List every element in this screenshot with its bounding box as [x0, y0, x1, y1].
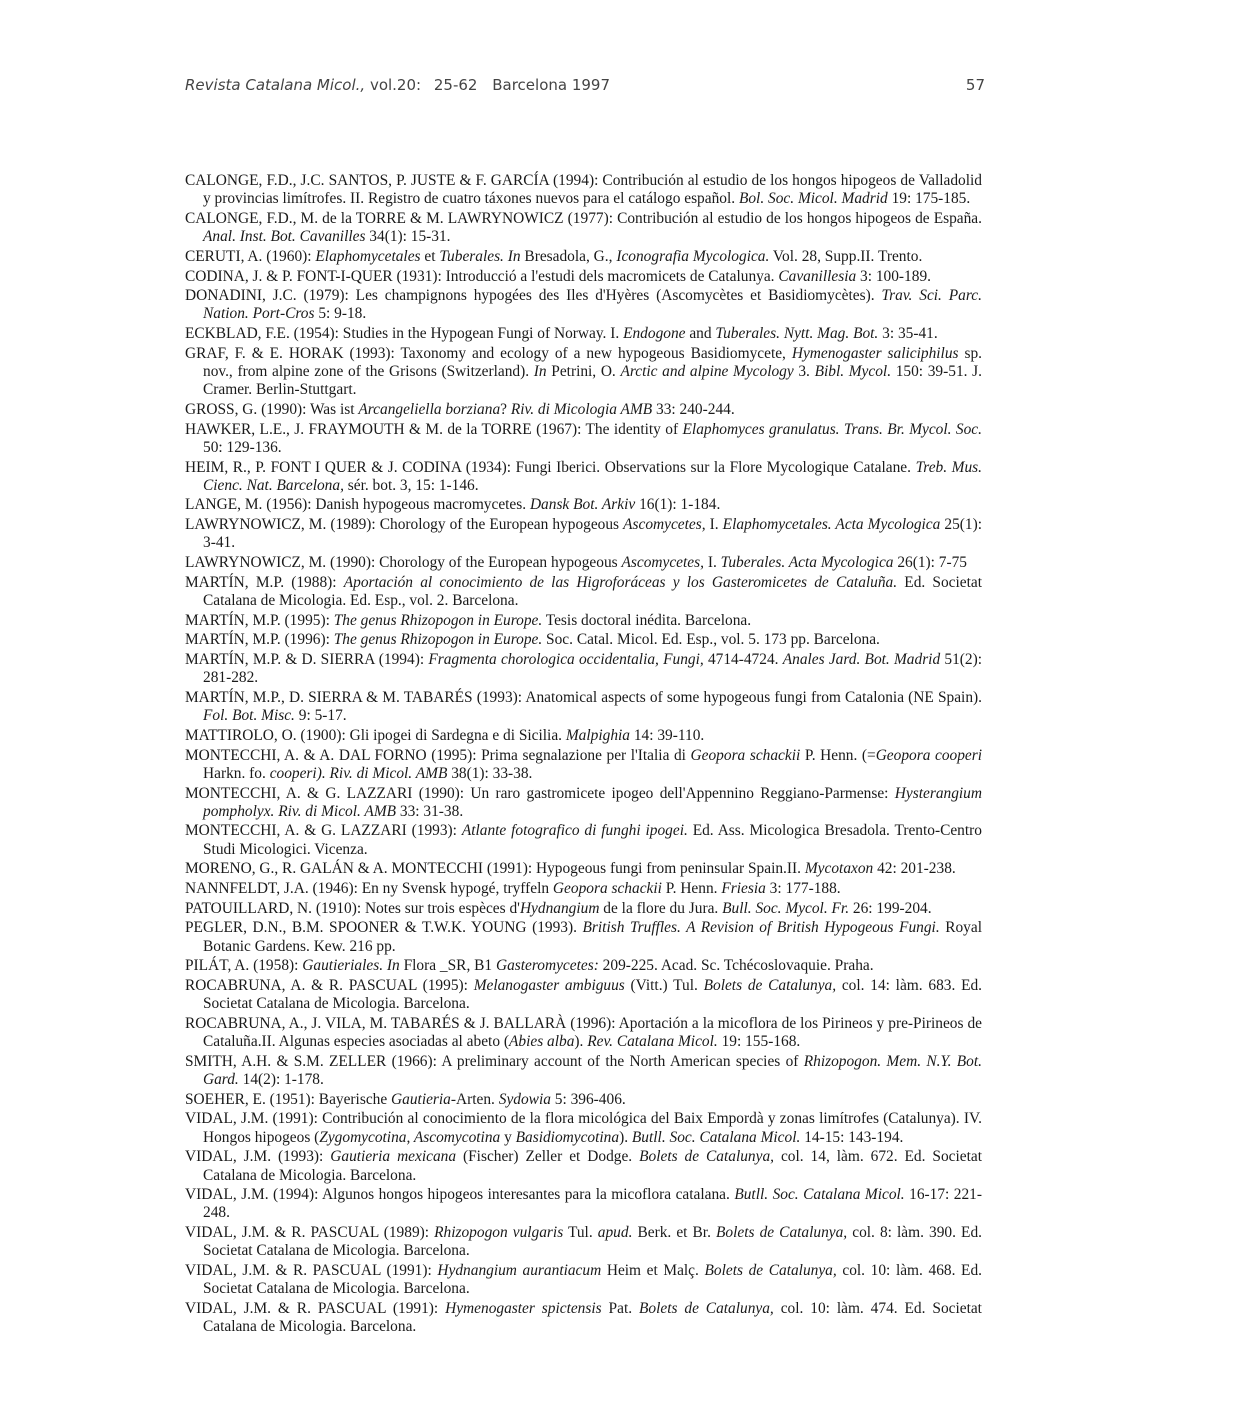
reference-entry: [185, 880, 982, 898]
reference-entry: [185, 747, 982, 783]
reference-italic-text: Trav. Sci. Parc. Nation. Port-Cros: [203, 287, 982, 323]
reference-text: I.: [705, 516, 723, 534]
reference-italic-text: Elaphomycetales: [315, 247, 421, 265]
reference-italic-text: British Truffles. A Revision of British Hypogeous Fungi.: [582, 919, 940, 937]
reference-text: 9: 5-17.: [294, 707, 347, 725]
reference-entry: [185, 957, 982, 975]
reference-text: CODINA, J. & P. FONT-I-QUER (1931): Introducció a l'estudi dels macromicets de Catalunya.: [185, 267, 779, 285]
reference-text: col. 10: làm. 468. Ed. Societat Catalana de Micologia. Barcelona.: [203, 1262, 982, 1298]
reference-entry: [185, 822, 982, 858]
reference-text: I.: [703, 554, 721, 572]
reference-entry: [185, 516, 982, 552]
reference-italic-text: Rhizopogon vulgaris: [434, 1224, 564, 1242]
reference-entry: [185, 172, 982, 208]
running-head: [185, 76, 985, 100]
reference-italic-text: In: [533, 363, 547, 381]
reference-text: Heim et Malç.: [601, 1262, 705, 1280]
reference-text: Berk. et Br.: [632, 1224, 717, 1242]
reference-italic-text: Friesia: [721, 880, 766, 898]
reference-text: ROCABRUNA, A. & R. PASCUAL (1995):: [185, 977, 474, 995]
reference-entry: [185, 325, 982, 343]
reference-text: P. Henn. (=: [800, 746, 876, 764]
reference-text: and: [685, 325, 716, 343]
reference-italic-text: Cavanillesia: [778, 267, 857, 285]
reference-italic-text: Treb. Mus. Cienc. Nat. Barcelona,: [203, 458, 982, 494]
reference-text: 3: 100-189.: [856, 267, 931, 285]
reference-text: 33: 240-244.: [652, 400, 735, 418]
reference-italic-text: Elaphomyces granulatus. Trans. Br. Mycol. Soc.: [682, 420, 982, 438]
reference-text: GROSS, G. (1990): Was ist: [185, 400, 359, 418]
reference-italic-text: Anal. Inst. Bot. Cavanilles: [203, 228, 366, 246]
reference-text: 4714-4724.: [703, 651, 783, 669]
reference-entry: [185, 345, 982, 400]
reference-text: MATTIROLO, O. (1900): Gli ipogei di Sardegna e di Sicilia.: [185, 726, 566, 744]
reference-text: de la flore du Jura.: [599, 899, 723, 917]
reference-entry: [185, 421, 982, 457]
reference-text: CALONGE, F.D., J.C. SANTOS, P. JUSTE & F. GARCÍA (1994): Contribución al estudio de los hongos hipogeos de Valladolid y provincias limítrofes. II. Registro de cuatro táxones nuevos para el catálogo español.: [185, 172, 982, 208]
reference-italic-text: Hydnangium aurantiacum: [437, 1262, 602, 1280]
reference-text: Pat.: [601, 1299, 639, 1317]
reference-italic-text: Butll. Soc. Catalana Micol.: [631, 1128, 801, 1146]
reference-text: col. 14: làm. 683. Ed. Societat Catalana de Micologia. Barcelona.: [203, 977, 983, 1013]
reference-text: Royal Botanic Gardens. Kew. 216 pp.: [203, 919, 982, 955]
reference-text: Soc. Catal. Micol. Ed. Esp., vol. 5. 173 pp. Barcelona.: [542, 631, 880, 649]
reference-italic-text: Melanogaster ambiguus: [473, 977, 625, 995]
reference-entry: [185, 1015, 982, 1051]
reference-italic-text: Hysterangium pompholyx. Riv. di Micol. AMB: [203, 784, 982, 820]
reference-text: ).: [574, 1033, 588, 1051]
reference-entry: [185, 268, 982, 286]
reference-text: 5: 9-18.: [314, 305, 367, 323]
reference-entry: [185, 631, 982, 649]
reference-text: sér. bot. 3, 15: 1-146.: [343, 476, 479, 494]
journal-place-year: Barcelona 1997: [492, 76, 611, 94]
reference-italic-text: The genus Rhizopogon in Europe.: [333, 631, 543, 649]
reference-text: LAWRYNOWICZ, M. (1990): Chorology of the European hypogeous: [185, 554, 622, 572]
reference-text: MARTÍN, M.P. (1988):: [185, 573, 344, 591]
reference-text: 25(1): 3-41.: [203, 516, 982, 552]
reference-italic-text: Geopora schackii: [690, 746, 801, 764]
reference-entry: [185, 785, 982, 821]
reference-text: ?: [500, 400, 511, 418]
reference-text: 3.: [793, 363, 815, 381]
reference-text: 5: 396-406.: [550, 1090, 626, 1108]
reference-text: 51(2): 281-282.: [203, 651, 982, 687]
reference-text: MONTECCHI, A. & G. LAZZARI (1993):: [185, 822, 462, 840]
reference-entry: [185, 1053, 982, 1089]
reference-text: HAWKER, L.E., J. FRAYMOUTH & M. de la TORRE (1967): The identity of: [185, 420, 683, 438]
reference-italic-text: Hymenogaster saliciphilus: [791, 344, 959, 362]
reference-text: 150: 39-51. J. Cramer. Berlin-Stuttgart.: [203, 363, 982, 399]
reference-italic-text: Tuberales. In: [439, 247, 521, 265]
reference-text: 26: 199-204.: [849, 899, 932, 917]
reference-entry: [185, 1110, 982, 1146]
reference-text: PILÁT, A. (1958):: [185, 957, 303, 975]
reference-italic-text: Abies alba: [509, 1033, 575, 1051]
reference-text: 16(1): 1-184.: [635, 496, 721, 514]
reference-italic-text: Rev. Catalana Micol.: [587, 1033, 718, 1051]
reference-italic-text: Tuberales. Acta Mycologica: [720, 554, 894, 572]
reference-italic-text: Dansk Bot. Arkiv: [529, 496, 636, 514]
reference-italic-text: Bibl. Mycol.: [814, 363, 892, 381]
reference-text: 33: 31-38.: [396, 802, 464, 820]
reference-text: 14: 39-110.: [630, 726, 705, 744]
reference-italic-text: apud.: [597, 1224, 633, 1242]
reference-text: ECKBLAD, F.E. (1954): Studies in the Hypogean Fungi of Norway. I.: [185, 325, 624, 343]
reference-italic-text: Tuberales. Nytt. Mag. Bot.: [715, 325, 879, 343]
reference-italic-text: Bol. Soc. Micol. Madrid: [738, 190, 888, 208]
reference-italic-text: Atlante fotografico di funghi ipogei.: [461, 822, 688, 840]
reference-italic-text: Fragmenta chorologica occidentalia, Fungi,: [428, 651, 704, 669]
reference-text: MORENO, G., R. GALÁN & A. MONTECCHI (1991): Hypogeous fungi from peninsular Spain.II.: [185, 860, 805, 878]
reference-italic-text: Arctic and alpine Mycology: [620, 363, 794, 381]
journal-name: Revista Catalana Micol.,: [185, 76, 366, 94]
reference-text: Ed. Societat Catalana de Micologia. Ed. Esp., vol. 2. Barcelona.: [203, 573, 983, 609]
reference-italic-text: Riv. di Micologia AMB: [510, 400, 653, 418]
reference-italic-text: Ascomycetes,: [623, 516, 706, 534]
reference-text: 50: 129-136.: [203, 438, 282, 456]
reference-text: Vol. 28, Supp.II. Trento.: [769, 247, 923, 265]
reference-entry: [185, 977, 982, 1013]
reference-text: 14(2): 1-178.: [238, 1071, 324, 1089]
reference-text: P. Henn.: [661, 880, 722, 898]
reference-text: 34(1): 15-31.: [365, 228, 451, 246]
reference-text: 38(1): 33-38.: [447, 764, 533, 782]
reference-text: DONADINI, J.C. (1979): Les champignons hypogées des Iles d'Hyères (Ascomycètes et Basidiomycètes).: [185, 287, 882, 305]
reference-entry: [185, 860, 982, 878]
reference-text: (Fischer) Zeller et Dodge.: [456, 1148, 640, 1166]
reference-entry: [185, 1186, 982, 1222]
reference-italic-text: Sydowia: [498, 1090, 551, 1108]
reference-text: LAWRYNOWICZ, M. (1989): Chorology of the European hypogeous: [185, 516, 624, 534]
reference-italic-text: Hydnangium: [519, 899, 600, 917]
reference-text: ROCABRUNA, A., J. VILA, M. TABARÉS & J. BALLARÀ (1996): Aportación a la micoflora de los Pirineos y pre-Pirineos de Cataluña.II. Algunas especies asociadas al abeto (: [185, 1014, 982, 1051]
reference-text: et: [420, 247, 440, 265]
reference-entry: [185, 900, 982, 918]
reference-italic-text: Gasteromycetes:: [495, 957, 599, 975]
reference-entry: [185, 1148, 982, 1184]
reference-text: NANNFELDT, J.A. (1946): En ny Svensk hypogé, tryffeln: [185, 880, 553, 898]
reference-text: 19: 175-185.: [887, 190, 971, 208]
reference-text: MONTECCHI, A. & A. DAL FORNO (1995): Prima segnalazione per l'Italia di: [185, 746, 691, 764]
reference-text: 3: 35-41.: [878, 325, 938, 343]
reference-text: CALONGE, F.D., M. de la TORRE & M. LAWRYNOWICZ (1977): Contribución al estudio de los hongos hipogeos de España.: [185, 209, 982, 227]
reference-italic-text: Mycotaxon: [804, 860, 874, 878]
reference-text: VIDAL, J.M. (1994): Algunos hongos hipogeos interesantes para la micoflora catalana.: [185, 1186, 735, 1204]
reference-text: VIDAL, J.M. & R. PASCUAL (1989):: [185, 1224, 435, 1242]
reference-italic-text: Gautieriales. In: [302, 957, 400, 975]
reference-text: Ed. Ass. Micologica Bresadola. Trento-Centro Studi Micologici. Vicenza.: [203, 822, 982, 858]
journal-pages: 25-62: [433, 76, 478, 94]
reference-entry: [185, 496, 982, 514]
reference-entry: [185, 612, 982, 630]
reference-text: VIDAL, J.M. (1991): Contribución al conocimiento de la flora micológica del Baix Empordà y zonas limítrofes (Catalunya). IV. Hongos hipogeos (: [185, 1110, 982, 1146]
reference-entry: [185, 651, 982, 687]
reference-text: GRAF, F. & E. HORAK (1993): Taxonomy and ecology of a new hypogeous Basidiomycete,: [185, 344, 792, 362]
reference-text: col. 14, làm. 672. Ed. Societat Catalana de Micologia. Barcelona.: [203, 1148, 982, 1184]
reference-text: -Arten.: [450, 1090, 499, 1108]
reference-entry: [185, 574, 982, 610]
reference-italic-text: Bolets de Catalunya,: [639, 1148, 774, 1166]
reference-italic-text: Aportación al conocimiento de las Higroforáceas y los Gasteromicetes de Cataluña.: [343, 573, 898, 591]
reference-italic-text: Bolets de Catalunya,: [704, 1262, 837, 1280]
reference-text: PATOUILLARD, N. (1910): Notes sur trois espèces d': [185, 899, 520, 917]
reference-text: HEIM, R., P. FONT I QUER & J. CODINA (1934): Fungi Iberici. Observations sur la Flore Mycologique Catalane.: [185, 458, 916, 476]
reference-text: VIDAL, J.M. (1993):: [185, 1148, 331, 1166]
reference-text: CERUTI, A. (1960):: [185, 247, 316, 265]
reference-italic-text: Bolets de Catalunya,: [716, 1224, 848, 1242]
reference-italic-text: Endogone: [623, 325, 686, 343]
reference-italic-text: Bolets de Catalunya,: [638, 1299, 774, 1317]
reference-italic-text: cooperi). Riv. di Micol. AMB: [269, 764, 448, 782]
reference-text: (Vitt.) Tul.: [624, 977, 704, 995]
reference-italic-text: The genus Rhizopogon in Europe.: [333, 611, 543, 629]
reference-text: 209-225. Acad. Sc. Tchécoslovaquie. Praha.: [598, 957, 874, 975]
reference-text: 19: 155-168.: [717, 1033, 801, 1051]
reference-text: 14-15: 143-194.: [800, 1128, 904, 1146]
reference-entry: [185, 1091, 982, 1109]
reference-italic-text: Ascomycetes,: [621, 554, 704, 572]
reference-text: Flora _SR, B1: [399, 957, 496, 975]
reference-italic-text: Anales Jard. Bot. Madrid: [782, 651, 941, 669]
reference-italic-text: Geopora schackii: [552, 880, 662, 898]
reference-entry: [185, 1262, 982, 1298]
reference-text: VIDAL, J.M. & R. PASCUAL (1991):: [185, 1299, 446, 1317]
page-number: 57: [965, 76, 985, 94]
reference-text: 3: 177-188.: [765, 880, 841, 898]
reference-text: y: [500, 1128, 516, 1146]
reference-text: MONTECCHI, A. & G. LAZZARI (1990): Un raro gastromicete ipogeo dell'Appennino Reggiano-Parmense:: [185, 784, 895, 802]
reference-italic-text: Elaphomycetales. Acta Mycologica: [722, 516, 941, 534]
reference-text: Tesis doctoral inédita. Barcelona.: [542, 611, 752, 629]
reference-italic-text: Fol. Bot. Misc.: [203, 707, 295, 725]
reference-italic-text: Geopora cooperi: [875, 746, 982, 764]
reference-italic-text: Malpighia: [565, 726, 630, 744]
reference-entry: [185, 689, 982, 725]
reference-text: col. 8: làm. 390. Ed. Societat Catalana de Micologia. Barcelona.: [203, 1224, 982, 1260]
reference-text: Harkn. fo.: [203, 764, 270, 782]
reference-text: col. 10: làm. 474. Ed. Societat Catalana de Micologia. Barcelona.: [203, 1299, 982, 1336]
reference-italic-text: Basidiomycotina: [515, 1128, 620, 1146]
reference-text: 16-17: 221-248.: [203, 1186, 983, 1222]
reference-text: MARTÍN, M.P. & D. SIERRA (1994):: [185, 651, 429, 669]
reference-italic-text: Rhizopogon. Mem. N.Y. Bot. Gard.: [203, 1052, 983, 1089]
reference-italic-text: Arcangeliella borziana: [358, 400, 501, 418]
reference-text: MARTÍN, M.P. (1995):: [185, 611, 334, 629]
reference-entry: [185, 1224, 982, 1260]
reference-italic-text: Gautieria mexicana: [330, 1148, 457, 1166]
reference-entry: [185, 919, 982, 955]
reference-entry: [185, 287, 982, 323]
reference-text: VIDAL, J.M. & R. PASCUAL (1991):: [185, 1262, 438, 1280]
reference-text: SOEHER, E. (1951): Bayerische: [185, 1090, 392, 1108]
reference-italic-text: Gautieria: [391, 1090, 451, 1108]
reference-entry: [185, 459, 982, 495]
reference-text: SMITH, A.H. & S.M. ZELLER (1966): A preliminary account of the North American species of: [185, 1052, 804, 1070]
reference-text: Bresadola, G.,: [520, 247, 617, 265]
reference-text: MARTÍN, M.P. (1996):: [185, 631, 334, 649]
reference-italic-text: Iconografia Mycologica.: [616, 247, 770, 265]
reference-italic-text: Zygomycotina, Ascomycotina: [319, 1128, 501, 1146]
reference-entry: [185, 248, 982, 266]
reference-text: 42: 201-238.: [873, 860, 956, 878]
reference-text: 26(1): 7-75: [893, 554, 968, 572]
reference-italic-text: Hymenogaster spictensis: [445, 1299, 602, 1317]
reference-entry: [185, 727, 982, 745]
reference-entry: [185, 210, 982, 246]
reference-text: Petrini, O.: [546, 363, 621, 381]
reference-text: MARTÍN, M.P., D. SIERRA & M. TABARÉS (1993): Anatomical aspects of some hypogeous fungi from Catalonia (NE Spain).: [185, 688, 982, 706]
reference-italic-text: Bull. Soc. Mycol. Fr.: [722, 899, 850, 917]
reference-text: LANGE, M. (1956): Danish hypogeous macromycetes.: [185, 496, 530, 514]
reference-italic-text: Bolets de Catalunya,: [703, 977, 837, 995]
reference-text: sp. nov., from alpine zone of the Grisons (Switzerland).: [203, 344, 982, 381]
reference-text: PEGLER, D.N., B.M. SPOONER & T.W.K. YOUNG (1993).: [185, 919, 583, 937]
journal-volume: vol.20:: [369, 76, 422, 94]
reference-text: ).: [619, 1128, 632, 1146]
reference-entry: [185, 1300, 982, 1336]
reference-entry: [185, 401, 982, 419]
reference-italic-text: Butll. Soc. Catalana Micol.: [734, 1186, 905, 1204]
reference-text: Tul.: [563, 1224, 598, 1242]
reference-entry: [185, 554, 982, 572]
reference-list: [185, 172, 982, 1338]
